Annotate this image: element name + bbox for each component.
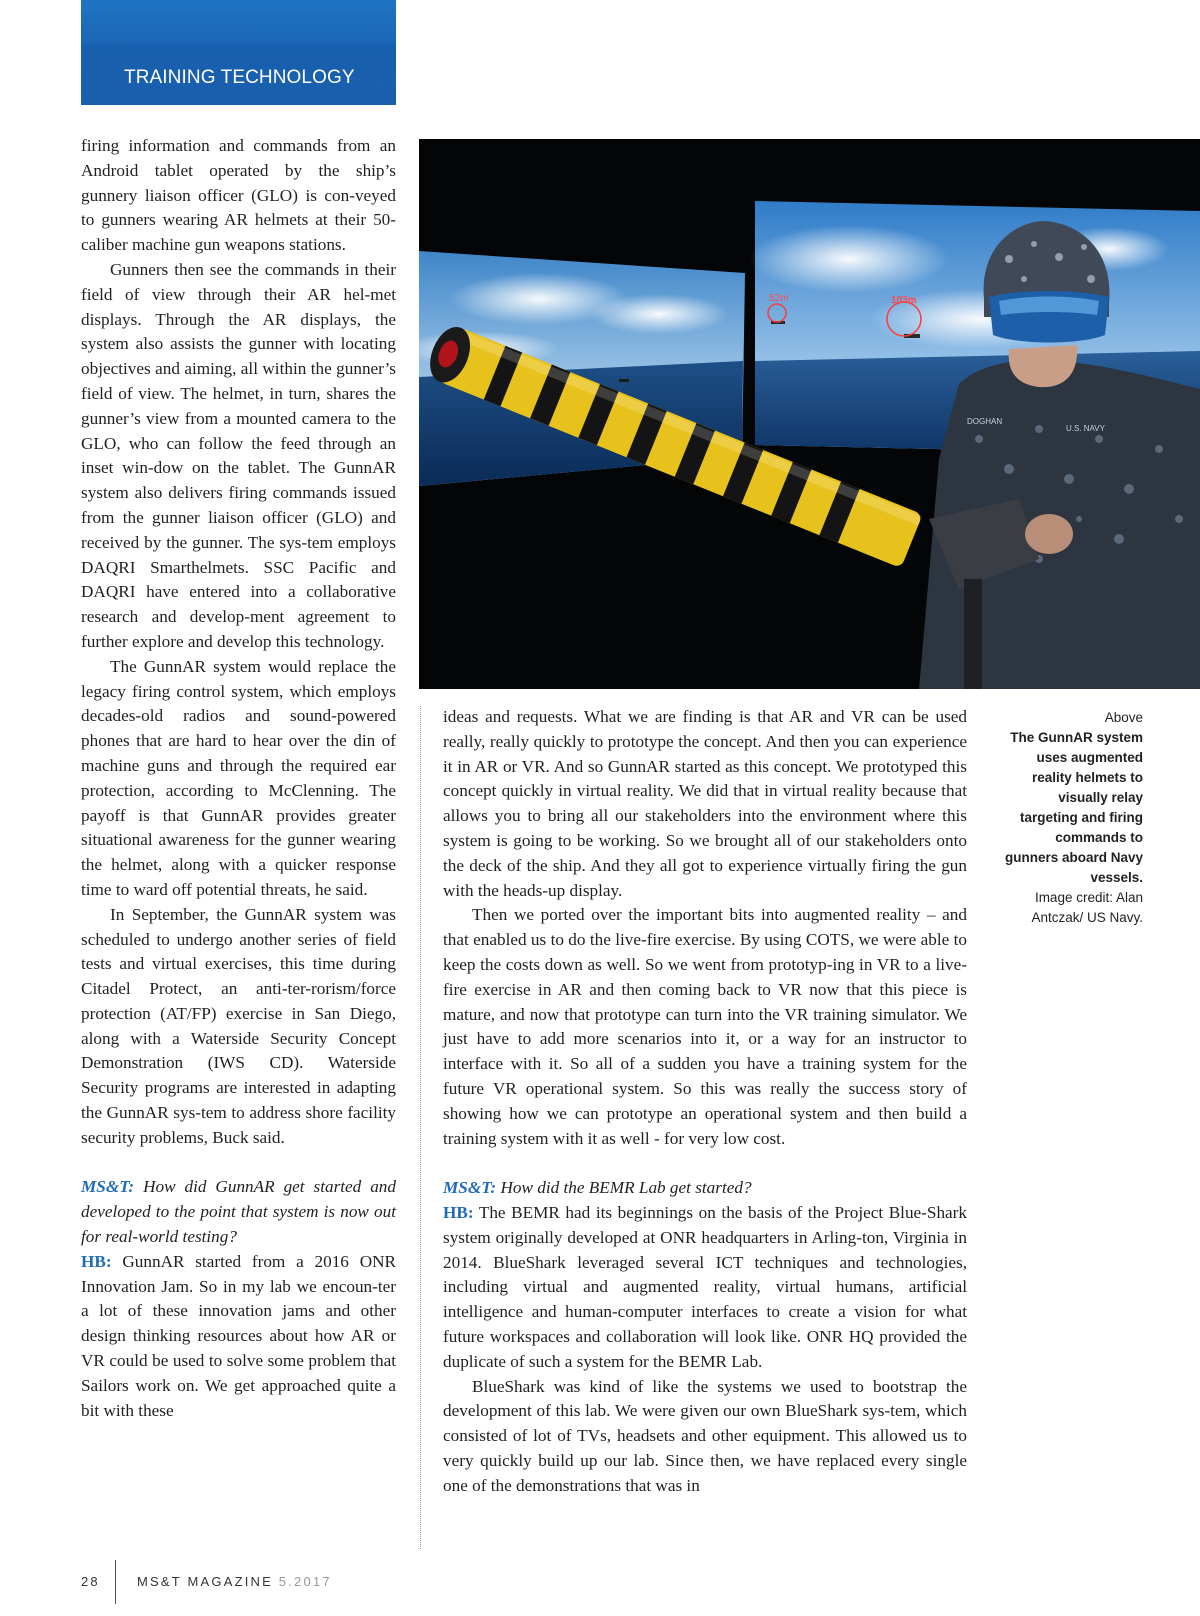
answer-label: HB:	[81, 1251, 112, 1271]
paragraph: ideas and requests. What we are finding is that AR and VR can be used really, really quickly to prototype the concept. And then you can experience it in AR or VR. And so GunnAR started as this concept. We prototyped this concept quickly in virtual reality. We did that in virtual reality because that allows you to bring all our stakeholders into the environment where this system is going to be working. So we brought all of our stakeholders onto the deck of the ship. And they all got to experience virtually firing the gun with the heads-up display.	[443, 707, 967, 900]
interview-question	[443, 1176, 967, 1201]
column-divider	[420, 706, 421, 1549]
middle-text-column	[443, 705, 967, 1499]
caption-credit: Image credit: Alan Antczak/ US Navy.	[1031, 890, 1143, 925]
footer-rule	[115, 1560, 116, 1604]
paragraph: firing information and commands from an Android tablet operated by the ship’s gunnery liaison officer (GLO) is con-veyed to gunners wearing AR helmets at their 50-caliber machine gun weapons stations.	[81, 136, 396, 255]
article-photo	[419, 139, 1200, 689]
answer-label: HB:	[443, 1202, 474, 1222]
question-label: MS&T:	[81, 1177, 135, 1197]
uniform-name-tape: DOGHAN	[967, 417, 1003, 426]
magazine-name: MS&T MAGAZINE	[137, 1574, 273, 1589]
caption-body: The GunnAR system uses augmented reality helmets to visually relay targeting and firing commands to gunners aboard Navy vessels.	[1004, 730, 1143, 885]
issue-date: 5.2017	[278, 1574, 332, 1589]
question-label: MS&T:	[443, 1178, 497, 1198]
section-label: TRAINING TECHNOLOGY	[124, 67, 355, 88]
section-header-tab	[81, 0, 396, 105]
left-text-column	[81, 134, 396, 1423]
answer-text: The BEMR had its beginnings on the basis of the Project Blue-Shark system originally developed at ONR headquarters in Arling-ton, Virginia in 2014. BlueShark leveraged several ICT techniques and technologies, including virtual and augmented reality, virtual humans, artificial intelligence and human-computer interfaces to create a vision for what future workspaces and collaboration will look like. ONR HQ provided the duplicate of such a system for the BEMR Lab.	[443, 1202, 967, 1371]
page-number: 28	[81, 1574, 100, 1589]
uniform-service-tape: U.S. NAVY	[1066, 424, 1105, 433]
interview-answer	[81, 1250, 396, 1424]
paragraph: Gunners then see the commands in their field of view through their AR hel-met displays. Through the AR displays, the system also assists the gunner with locating objectives and aiming, all within the gunner’s field of view. The helmet, in turn, shares the gunner’s view from a mounted camera to the GLO, who can follow the feed through an inset win-dow on the tablet. The GunnAR system also delivers firing commands issued from the gunner liaison officer (GLO) and received by the gunner. The sys-tem employs DAQRI Smarthelmets. SSC Pacific and DAQRI have entered into a collaborative research and develop-ment agreement to further explore and develop this technology.	[81, 259, 396, 651]
photo-caption	[1000, 708, 1143, 928]
hud-range-readout: 52m	[769, 293, 789, 304]
paragraph: BlueShark was kind of like the systems we used to bootstrap the development of this lab. We were given our own BlueShark sys-tem, which consisted of lot of TVs, headsets and other equipment. This allowed us to very quickly build up our lab. Since then, we have replaced every single one of the demonstrations that was in	[443, 1376, 967, 1495]
page-footer	[81, 1560, 481, 1604]
question-text: How did GunnAR get started and developed to the point that system is now out for real-world testing?	[81, 1177, 396, 1247]
paragraph: In September, the GunnAR system was scheduled to undergo another series of field tests and virtual exercises, this time during Citadel Protect, an anti-ter-rorism/force protection (AT/FP) exercise in San Diego, along with a Waterside Security Concept Demonstration (IWS CD). Waterside Security programs are interested in adapting the GunnAR sys-tem to address shore facility security problems, Buck said.	[81, 904, 396, 1147]
paragraph: Then we ported over the important bits into augmented reality – and that enabled us to do the live-fire exercise. By using COTS, we were able to keep the costs down as well. So we went from prototyp-ing in VR to a live-fire exercise in AR and then coming back to VR now that this piece is mature, and now that prototype can turn into the VR training simulator. We just have to add more scenarios into it, or a way for an instructor to interface with it. So all of a sudden you have a training system for the future VR operational system. So this was really the success story of showing how we can prototype an operational system and then build a training system with it as well - for very low cost.	[443, 905, 967, 1148]
question-text: How did the BEMR Lab get started?	[496, 1178, 752, 1198]
paragraph: The GunnAR system would replace the legacy firing control system, which employs decades-old radios and sound-powered phones that are hard to hear over the din of machine guns and through the required ear protection, according to McClenning. The payoff is that GunnAR provides greater situational awareness for the gunner wearing the helmet, along with a quicker response time to ward off potential threats, he said.	[81, 656, 396, 899]
interview-answer	[443, 1201, 967, 1375]
footer-magazine	[137, 1574, 332, 1589]
caption-lead: Above	[1104, 710, 1143, 725]
hud-range-readout: 103m	[891, 295, 917, 306]
answer-text: GunnAR started from a 2016 ONR Innovation Jam. So in my lab we encoun-ter a lot of these innovation jams and other design thinking resources about how AR or VR could be used to solve some problem that Sailors work on. We get approached quite a bit with these	[81, 1251, 396, 1420]
interview-question	[81, 1175, 396, 1249]
gunnar-training-illustration	[419, 139, 1200, 689]
